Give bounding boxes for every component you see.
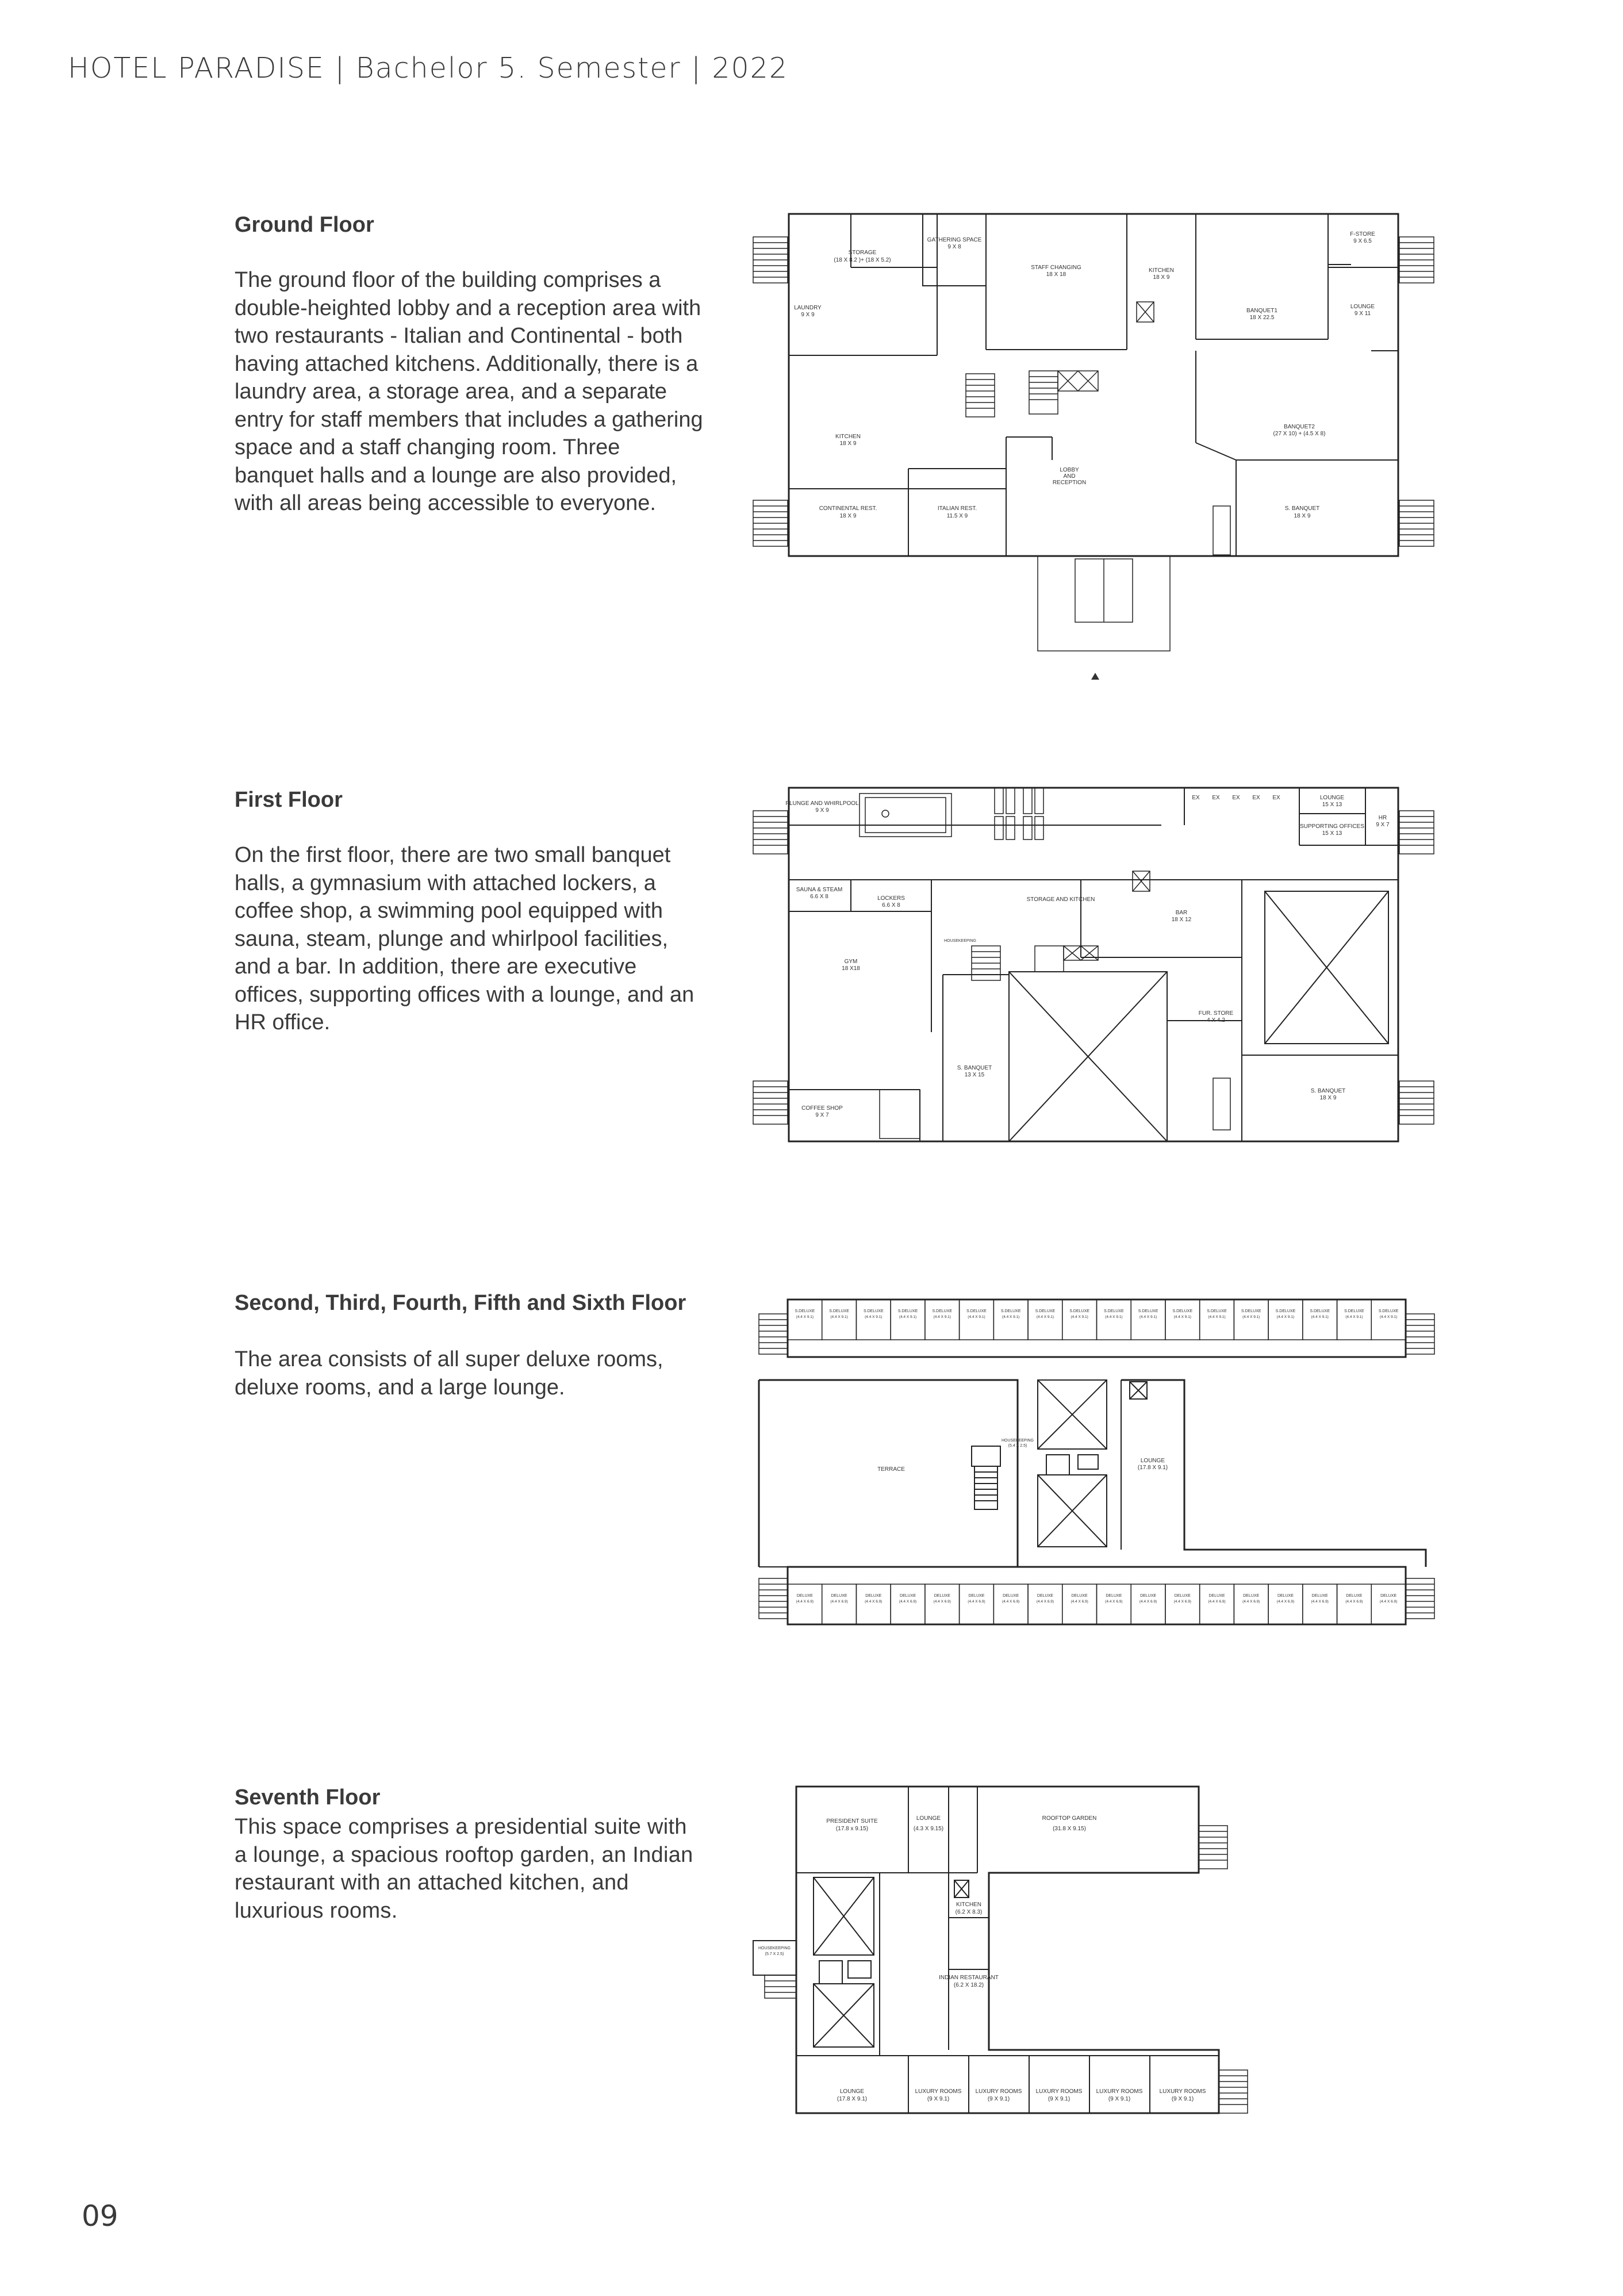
sdeluxe-room-dim: (4.4 X 9.1): [796, 1315, 814, 1319]
deluxe-room-14: [1268, 1584, 1303, 1624]
page-header: HOTEL PARADISE | Bachelor 5. Semester | 2022: [68, 52, 789, 85]
sdeluxe-room-11: [1165, 1300, 1200, 1340]
sdeluxe-room-2: [856, 1300, 891, 1340]
deluxe-room-label: DELUXE: [1140, 1594, 1157, 1598]
deluxe-room-dim: (4.4 X 6.9): [1173, 1600, 1191, 1604]
ff-housekeeping-label: HOUSEKEEPING: [943, 939, 977, 943]
sdeluxe-room-dim: (4.4 X 9.1): [968, 1315, 985, 1319]
deluxe-room-label: DELUXE: [1071, 1594, 1088, 1598]
sf-lounge2-dim: (17.8 X 9.1): [837, 2096, 868, 2102]
sf-luxury3-dim: (9 X 9.1): [1048, 2096, 1071, 2102]
ff-hr-dim: 9 X 7: [1376, 822, 1390, 828]
gf-lobby-label2: AND: [1063, 473, 1076, 480]
typical-room-grid: [788, 1300, 1406, 1624]
ff-plunge-dim: 9 X 9: [815, 807, 829, 814]
gf-italian-dim: 11.5 X 9: [946, 513, 968, 519]
sdeluxe-room-3: [891, 1300, 925, 1340]
sdeluxe-room-dim: (4.4 X 9.1): [1139, 1315, 1157, 1319]
deluxe-room-label: DELUXE: [1346, 1594, 1363, 1598]
tf-terrace-label: TERRACE: [877, 1466, 905, 1473]
deluxe-room-6: [993, 1584, 1028, 1624]
typical-floor-title: Second, Third, Fourth, Fifth and Sixth Floor: [235, 1291, 686, 1315]
deluxe-room-7: [1028, 1584, 1062, 1624]
ff-ex1-label: EX: [1192, 795, 1200, 801]
deluxe-room-dim: (4.4 X 6.9): [1105, 1600, 1123, 1604]
gf-banquet2-label: BANQUET2: [1284, 424, 1315, 430]
sdeluxe-room-label: S.DELUXE: [795, 1309, 815, 1313]
sf-presidential-label: PRESIDENT SUITE: [826, 1818, 878, 1824]
deluxe-room-16: [1337, 1584, 1372, 1624]
ground-floor-plan-drawing: [747, 207, 1437, 684]
sdeluxe-room-label: S.DELUXE: [829, 1309, 849, 1313]
ff-ex2-label: EX: [1212, 795, 1220, 801]
sf-luxury1-label: LUXURY ROOMS: [915, 2088, 962, 2095]
sf-presidential-dim: (17.8 x 9.15): [835, 1826, 869, 1832]
ff-storage-kitchen-label: STORAGE AND KITCHEN: [1026, 896, 1095, 903]
deluxe-room-13: [1234, 1584, 1268, 1624]
deluxe-room-8: [1062, 1584, 1097, 1624]
sdeluxe-room-dim: (4.4 X 9.1): [830, 1315, 848, 1319]
gf-sbanquet-dim: 18 X 9: [1294, 513, 1311, 519]
sdeluxe-room-dim: (4.4 X 9.1): [1345, 1315, 1363, 1319]
sdeluxe-room-label: S.DELUXE: [932, 1309, 953, 1313]
ff-supporting-dim: 15 X 13: [1322, 830, 1342, 837]
sdeluxe-room-label: S.DELUXE: [1000, 1309, 1021, 1313]
deluxe-room-label: DELUXE: [1106, 1594, 1122, 1598]
ff-sbanquet1-dim: 13 X 15: [964, 1072, 985, 1078]
deluxe-room-label: DELUXE: [1037, 1594, 1053, 1598]
deluxe-room-dim: (4.4 X 6.9): [968, 1600, 985, 1604]
first-floor-plan-drawing: [747, 779, 1437, 1147]
seventh-floor-plan: [747, 1780, 1409, 2125]
sdeluxe-room-9: [1097, 1300, 1131, 1340]
deluxe-room-dim: (4.4 X 6.9): [1379, 1600, 1398, 1604]
sf-rooftop-label: ROOFTOP GARDEN: [1042, 1815, 1097, 1822]
ff-fur-store-label: FUR. STORE: [1198, 1010, 1234, 1017]
sf-luxury4-dim: (9 X 9.1): [1108, 2096, 1131, 2102]
gf-kitchen2-label: KITCHEN: [835, 434, 861, 440]
sf-lounge2-label: LOUNGE: [839, 2088, 865, 2095]
ff-sbanquet2-label: S. BANQUET: [1310, 1088, 1346, 1094]
seventh-floor-plan-drawing: [747, 1780, 1409, 2125]
deluxe-room-17: [1371, 1584, 1406, 1624]
sdeluxe-room-8: [1062, 1300, 1097, 1340]
sf-luxury4-label: LUXURY ROOMS: [1096, 2088, 1143, 2095]
gf-lobby-label: LOBBY: [1060, 467, 1079, 473]
tf-housekeeping-label: HOUSEKEEPING: [1001, 1439, 1034, 1443]
deluxe-room-label: DELUXE: [831, 1594, 847, 1598]
ground-floor-title: Ground Floor: [235, 213, 374, 237]
typical-floor-plan-drawing: [747, 1288, 1437, 1656]
sf-lounge-dim: (4.3 X 9.15): [913, 1826, 944, 1832]
deluxe-room-4: [925, 1584, 960, 1624]
deluxe-room-dim: (4.4 X 6.9): [1036, 1600, 1054, 1604]
page-number: 09: [82, 2199, 118, 2233]
gf-laundry-dim: 9 X 9: [801, 312, 815, 318]
sdeluxe-room-label: S.DELUXE: [1069, 1309, 1089, 1313]
sdeluxe-room-label: S.DELUXE: [1378, 1309, 1399, 1313]
sdeluxe-room-dim: (4.4 X 9.1): [865, 1315, 883, 1319]
sf-rooftop-dim: (31.8 X 9.15): [1053, 1826, 1086, 1832]
ff-bar-dim: 18 X 12: [1171, 917, 1192, 923]
seventh-floor-title: Seventh Floor: [235, 1785, 381, 1810]
ff-ex3-label: EX: [1232, 795, 1240, 801]
deluxe-room-dim: (4.4 X 6.9): [899, 1600, 917, 1604]
ff-gym-dim: 18 X18: [842, 965, 860, 972]
ff-sauna-label: SAUNA & STEAM: [796, 887, 843, 893]
deluxe-room-label: DELUXE: [1243, 1594, 1260, 1598]
ff-lounge-dim: 15 X 13: [1322, 802, 1342, 808]
sdeluxe-room-16: [1337, 1300, 1372, 1340]
ff-fur-store-dim: 4 X 4.2: [1207, 1017, 1225, 1024]
deluxe-room-label: DELUXE: [865, 1594, 882, 1598]
deluxe-room-dim: (4.4 X 6.9): [1311, 1600, 1329, 1604]
sdeluxe-room-6: [993, 1300, 1028, 1340]
first-floor-title: First Floor: [235, 788, 343, 812]
deluxe-room-1: [822, 1584, 857, 1624]
sdeluxe-room-label: S.DELUXE: [863, 1309, 884, 1313]
ff-ex5-label: EX: [1272, 795, 1280, 801]
first-floor-plan: [747, 779, 1437, 1147]
typical-floor-plan: [747, 1288, 1437, 1656]
ff-lounge-label: LOUNGE: [1319, 795, 1345, 801]
sf-indian-dim: (6.2 X 18.2): [953, 1982, 984, 1988]
sdeluxe-room-12: [1200, 1300, 1234, 1340]
deluxe-room-dim: (4.4 X 6.9): [1002, 1600, 1020, 1604]
gf-gathering-dim: 9 X 8: [947, 244, 961, 250]
deluxe-room-label: DELUXE: [900, 1594, 916, 1598]
deluxe-room-label: DELUXE: [1380, 1594, 1397, 1598]
sdeluxe-room-label: S.DELUXE: [897, 1309, 918, 1313]
ff-supporting-label: SUPPORTING OFFICES: [1299, 823, 1365, 830]
sdeluxe-room-0: [788, 1300, 822, 1340]
deluxe-room-label: DELUXE: [934, 1594, 950, 1598]
deluxe-room-dim: (4.4 X 6.9): [830, 1600, 848, 1604]
sdeluxe-room-dim: (4.4 X 9.1): [899, 1315, 917, 1319]
sf-luxury3-label: LUXURY ROOMS: [1035, 2088, 1083, 2095]
deluxe-room-label: DELUXE: [796, 1594, 813, 1598]
gf-storage-label: STORAGE: [848, 250, 877, 256]
ff-sbanquet2-dim: 18 X 9: [1319, 1095, 1337, 1101]
sf-luxury2-label: LUXURY ROOMS: [975, 2088, 1022, 2095]
gf-laundry-label: LAUNDRY: [794, 305, 822, 311]
gf-storage-dim: (18 X 8.2 )+ (18 X 5.2): [834, 257, 891, 263]
gf-continental-label: CONTINENTAL REST.: [819, 505, 877, 512]
sdeluxe-room-label: S.DELUXE: [1275, 1309, 1296, 1313]
tf-housekeeping-dim: (5.4 X 2.5): [1008, 1444, 1027, 1448]
sdeluxe-room-14: [1268, 1300, 1303, 1340]
sdeluxe-room-dim: (4.4 X 9.1): [1036, 1315, 1054, 1319]
ff-coffee-label: COFFEE SHOP: [801, 1105, 843, 1111]
deluxe-room-2: [856, 1584, 891, 1624]
sdeluxe-room-13: [1234, 1300, 1268, 1340]
deluxe-room-dim: (4.4 X 6.9): [1208, 1600, 1226, 1604]
sdeluxe-room-label: S.DELUXE: [1207, 1309, 1227, 1313]
gf-fstore-dim: 9 X 6.5: [1353, 238, 1372, 244]
sf-indian-label: INDIAN RESTAURANT: [939, 1975, 999, 1981]
deluxe-room-9: [1097, 1584, 1131, 1624]
gf-lounge-dim: 9 X 11: [1354, 311, 1371, 317]
gf-sbanquet-label: S. BANQUET: [1284, 505, 1320, 512]
sdeluxe-room-label: S.DELUXE: [1104, 1309, 1124, 1313]
gf-banquet1-dim: 18 X 22.5: [1249, 315, 1275, 321]
deluxe-room-label: DELUXE: [1174, 1594, 1191, 1598]
sf-housekeeping-dim: (5.7 X 2.5): [765, 1952, 784, 1956]
sf-luxury2-dim: (9 X 9.1): [987, 2096, 1010, 2102]
sf-luxury5-dim: (9 X 9.1): [1171, 2096, 1194, 2102]
gf-italian-label: ITALIAN REST.: [937, 505, 977, 512]
ground-floor-plan: [747, 207, 1437, 684]
sdeluxe-room-10: [1131, 1300, 1165, 1340]
sdeluxe-room-label: S.DELUXE: [1344, 1309, 1364, 1313]
ff-lockers-dim: 6.6 X 8: [882, 902, 900, 909]
gf-kitchen2-dim: 18 X 9: [839, 440, 857, 447]
deluxe-room-dim: (4.4 X 6.9): [1242, 1600, 1260, 1604]
sdeluxe-room-dim: (4.4 X 9.1): [1276, 1315, 1295, 1319]
sf-kitchen-dim: (6.2 X 8.3): [955, 1909, 983, 1915]
deluxe-room-label: DELUXE: [968, 1594, 985, 1598]
typical-floor-text: The area consists of all super deluxe rooms, deluxe rooms, and a large lounge.: [235, 1347, 663, 1400]
gf-kitchen-dim: 18 X 9: [1153, 274, 1170, 281]
sdeluxe-room-label: S.DELUXE: [1138, 1309, 1158, 1313]
deluxe-room-3: [891, 1584, 925, 1624]
sf-housekeeping-label: HOUSEKEEPING: [758, 1946, 791, 1950]
tf-lounge-label: LOUNGE: [1140, 1458, 1165, 1464]
sdeluxe-room-7: [1028, 1300, 1062, 1340]
sdeluxe-room-dim: (4.4 X 9.1): [1173, 1315, 1191, 1319]
ff-sauna-dim: 6.6 X 8: [810, 894, 828, 900]
gf-fstore-label: F-STORE: [1350, 231, 1375, 237]
sdeluxe-room-dim: (4.4 X 9.1): [933, 1315, 951, 1319]
gf-staff-dim: 18 X 18: [1046, 271, 1066, 278]
sdeluxe-room-17: [1371, 1300, 1406, 1340]
gf-banquet2-dim: (27 X 10) + (4.5 X 8): [1273, 431, 1326, 437]
sf-luxury1-dim: (9 X 9.1): [927, 2096, 950, 2102]
deluxe-room-15: [1303, 1584, 1337, 1624]
sdeluxe-room-dim: (4.4 X 9.1): [1105, 1315, 1123, 1319]
deluxe-room-dim: (4.4 X 6.9): [865, 1600, 883, 1604]
deluxe-room-dim: (4.4 X 6.9): [1071, 1600, 1088, 1604]
first-floor-text: On the first floor, there are two small banquet halls, a gymnasium with attached lockers, a coffee shop, a swimming pool equipped with sauna, steam, plunge and whirlpool facilities, and a bar. In addition, there are executive offices, supporting offices with a lounge, and an HR office.: [235, 843, 695, 1034]
gf-kitchen-label: KITCHEN: [1149, 267, 1174, 274]
sdeluxe-room-4: [925, 1300, 960, 1340]
deluxe-room-label: DELUXE: [1277, 1594, 1294, 1598]
deluxe-room-12: [1200, 1584, 1234, 1624]
sdeluxe-room-label: S.DELUXE: [1172, 1309, 1193, 1313]
gf-staff-label: STAFF CHANGING: [1031, 265, 1081, 271]
ff-gym-label: GYM: [844, 959, 858, 965]
sdeluxe-room-dim: (4.4 X 9.1): [1002, 1315, 1020, 1319]
sdeluxe-room-label: S.DELUXE: [1241, 1309, 1261, 1313]
deluxe-room-label: DELUXE: [1208, 1594, 1225, 1598]
deluxe-room-dim: (4.4 X 6.9): [933, 1600, 951, 1604]
sdeluxe-room-15: [1303, 1300, 1337, 1340]
ff-bar-label: BAR: [1175, 910, 1188, 916]
ff-lockers-label: LOCKERS: [877, 895, 905, 902]
deluxe-room-dim: (4.4 X 6.9): [1276, 1600, 1295, 1604]
sf-luxury5-label: LUXURY ROOMS: [1159, 2088, 1206, 2095]
tf-lounge-dim: (17.8 X 9.1): [1137, 1465, 1168, 1471]
deluxe-room-5: [960, 1584, 994, 1624]
north-arrow-icon: [1091, 673, 1099, 680]
sdeluxe-room-dim: (4.4 X 9.1): [1208, 1315, 1226, 1319]
ff-ex4-label: EX: [1252, 795, 1260, 801]
ff-plunge-label: PLUNGE AND WHIRLPOOL: [785, 800, 859, 807]
deluxe-room-label: DELUXE: [1003, 1594, 1019, 1598]
sdeluxe-room-label: S.DELUXE: [1035, 1309, 1056, 1313]
deluxe-room-label: DELUXE: [1311, 1594, 1328, 1598]
sf-lounge-label: LOUNGE: [916, 1815, 941, 1822]
sdeluxe-room-5: [960, 1300, 994, 1340]
seventh-floor-text: This space comprises a presidential suite with a lounge, a spacious rooftop garden, an Indian restaurant with an attached kitchen, and luxurious rooms.: [235, 1815, 693, 1923]
deluxe-room-dim: (4.4 X 6.9): [1139, 1600, 1157, 1604]
gf-continental-dim: 18 X 9: [839, 513, 857, 519]
deluxe-room-dim: (4.4 X 6.9): [1345, 1600, 1363, 1604]
deluxe-room-0: [788, 1584, 822, 1624]
ff-hr-label: HR: [1378, 815, 1387, 821]
sdeluxe-room-dim: (4.4 X 9.1): [1379, 1315, 1398, 1319]
sdeluxe-room-label: S.DELUXE: [966, 1309, 987, 1313]
sdeluxe-room-dim: (4.4 X 9.1): [1242, 1315, 1260, 1319]
sdeluxe-room-1: [822, 1300, 857, 1340]
gf-banquet1-label: BANQUET1: [1246, 308, 1277, 314]
deluxe-room-dim: (4.4 X 6.9): [796, 1600, 814, 1604]
sdeluxe-room-dim: (4.4 X 9.1): [1311, 1315, 1329, 1319]
ff-sbanquet1-label: S. BANQUET: [957, 1065, 992, 1071]
sdeluxe-room-label: S.DELUXE: [1310, 1309, 1330, 1313]
gf-lounge-label: LOUNGE: [1350, 304, 1375, 310]
sdeluxe-room-dim: (4.4 X 9.1): [1071, 1315, 1088, 1319]
deluxe-room-10: [1131, 1584, 1165, 1624]
gf-lobby-label3: RECEPTION: [1052, 480, 1087, 486]
ff-coffee-dim: 9 X 7: [815, 1112, 829, 1118]
gf-gathering-label: GATHERING SPACE: [927, 237, 982, 243]
deluxe-room-11: [1165, 1584, 1200, 1624]
sf-kitchen-label: KITCHEN: [956, 1902, 981, 1908]
ground-floor-text: The ground floor of the building comprises a double-heighted lobby and a reception area with two restaurants - Italian and Continental - both having attached kitchens. Additionally, there is a laundry area, a storage area, and a separate entry for staff members that includes a gathering space and a staff changing room. Three banquet halls and a lounge are also provided, with all areas being accessible to everyone.: [235, 268, 703, 515]
